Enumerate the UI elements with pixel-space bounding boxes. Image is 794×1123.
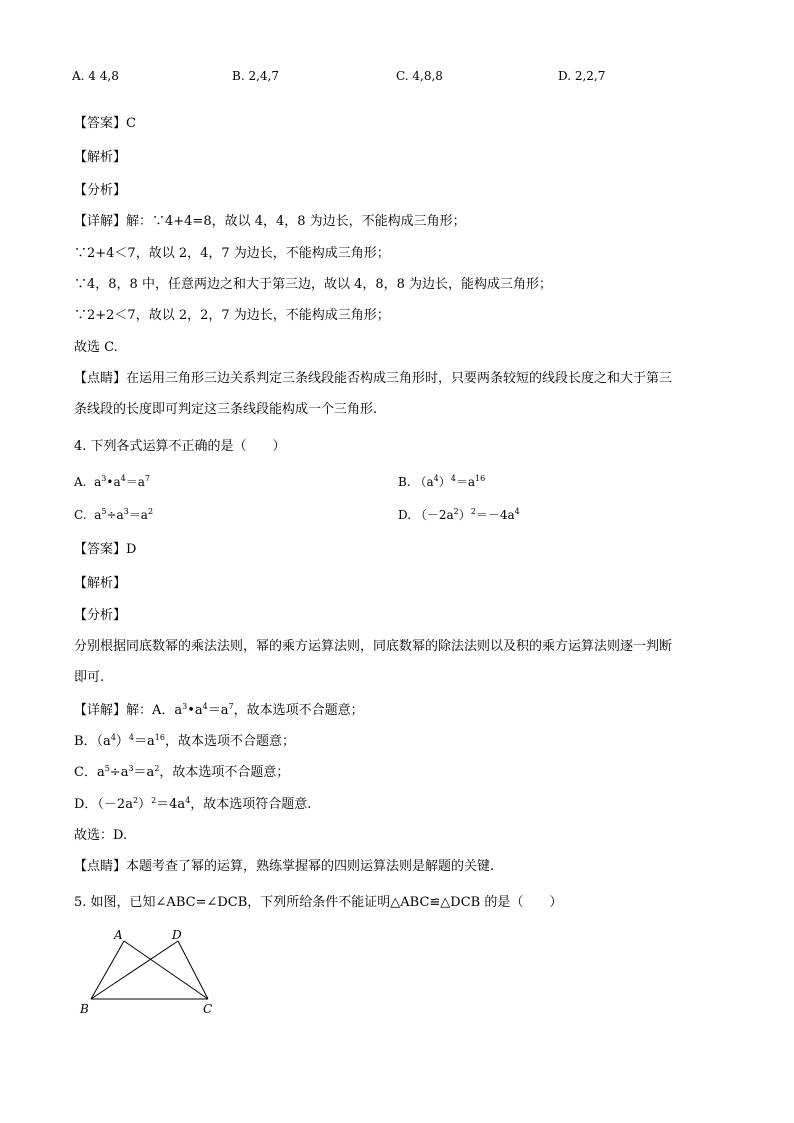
q4-option-b: B. $(a^4)^4=a^{16}$ (398, 474, 486, 489)
q3-detail-5: 故选 C. (74, 340, 118, 355)
q4-analysis-1: 分别根据同底数幂的乘法法则，幂的乘方运算法则，同底数幂的除法法则以及积的乘方运算法则逐一判断 (74, 639, 673, 654)
q4-option-a: A. $a^3•a^4=a^7$ (74, 474, 150, 489)
q3-dianjing-2: 条线段的长度即可判定这三条线段能构成一个三角形. (74, 402, 378, 417)
q3-detail-4: ∵2+2＜7，故以 2，2，7 为边长，不能构成三角形； (74, 308, 390, 323)
q4-jiexi: 【解析】 (74, 576, 127, 591)
q3-detail-1: 【详解】解：∵4+4=8，故以 4，4，8 为边长，不能构成三角形； (74, 214, 466, 229)
label-d: D (172, 928, 182, 942)
q3-option-b: B. 2,4,7 (232, 69, 279, 83)
q3-answer: 【答案】C (74, 116, 136, 131)
q3-option-d: D. 2,2,7 (558, 69, 606, 83)
q3-dianjing-1: 【点睛】在运用三角形三边关系判定三条线段能否构成三角形时，只要两条较短的线段长度之和大于第三 (74, 371, 673, 386)
q4-answer: 【答案】D (74, 542, 137, 557)
q3-option-c: C. 4,8,8 (396, 69, 443, 83)
segment-ab (91, 941, 124, 999)
q4-option-d: D. $(-2a^2)^2=-4a^4$ (398, 507, 520, 522)
q4-detail-a: 【详解】解：A．$a^3•a^4=a^7$，故本选项不合题意； (74, 702, 364, 718)
label-c: C (203, 1002, 213, 1016)
q3-fenxi: 【分析】 (74, 183, 127, 198)
q4-detail-c: C．$a^5\div a^3=a^2$，故本选项不合题意； (74, 764, 290, 780)
q3-detail-2: ∵2+4＜7，故以 2，4，7 为边长，不能构成三角形； (74, 246, 390, 261)
q4-analysis-2: 即可. (74, 670, 105, 685)
segment-db (91, 941, 178, 999)
q4-choose: 故选：D. (74, 828, 128, 843)
q4-stem: 4. 下列各式运算不正确的是（ ） (74, 439, 286, 454)
q3-option-a: A. 4 4,8 (72, 69, 119, 83)
label-b: B (80, 1002, 89, 1016)
triangle-figure (76, 925, 226, 1025)
segment-dc (178, 941, 208, 999)
q4-detail-b: B．$(a^4)^4=a^{16}$，故本选项不合题意； (74, 733, 295, 749)
q3-detail-3: ∵4，8，8 中，任意两边之和大于第三边，故以 4，8，8 为边长，能构成三角形； (74, 277, 553, 292)
q4-detail-d: D．$(-2a^2)^2=4a^4$，故本选项符合题意. (74, 796, 312, 812)
q4-option-c: C. $a^5\div a^3=a^2$ (74, 507, 154, 522)
q4-dianjing: 【点睛】本题考查了幂的运算，熟练掌握幂的四则运算法则是解题的关键. (74, 859, 495, 874)
q5-stem: 5. 如图，已知∠ABC=∠DCB，下列所给条件不能证明△ABC≌△DCB 的是（ ） (74, 895, 563, 910)
label-a: A (114, 928, 123, 942)
segment-ac (124, 941, 208, 999)
q4-fenxi: 【分析】 (74, 608, 127, 623)
q3-jiexi: 【解析】 (74, 150, 127, 165)
